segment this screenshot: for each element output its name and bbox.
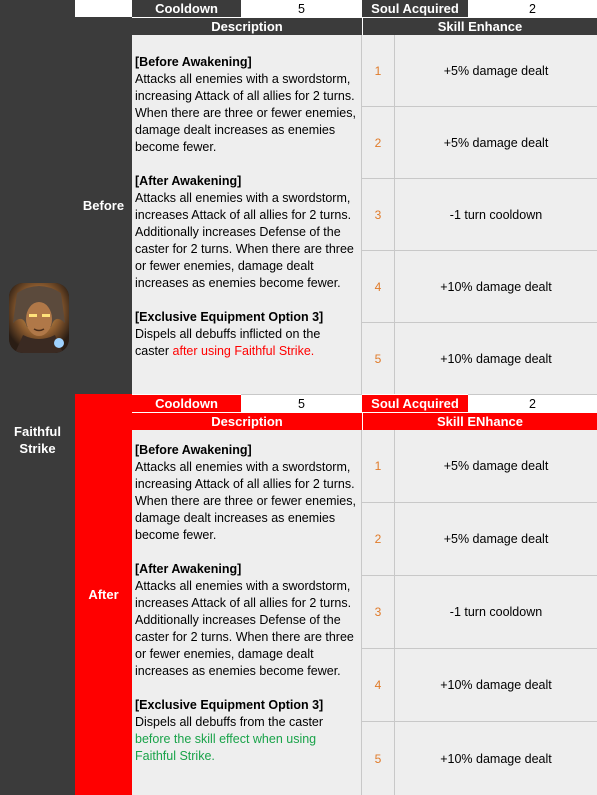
before-enhance-level: 5	[362, 323, 395, 394]
after-before-awakening-text: Attacks all enemies with a swordstorm, increasing Attack of all allies for 2 turns. When there are three or fewer enemies, damage dealt increases as enemies become fewer.	[135, 460, 356, 542]
before-after-awakening-title: [After Awakening]	[135, 174, 242, 188]
before-enhance-level: 3	[362, 179, 395, 251]
before-soul-value: 2	[468, 0, 597, 17]
after-after-awakening-title: [After Awakening]	[135, 562, 242, 576]
after-enhance-level: 1	[362, 430, 395, 503]
character-portrait-icon	[9, 283, 69, 353]
before-exclusive-title: [Exclusive Equipment Option 3]	[135, 310, 324, 324]
before-enhance-level: 4	[362, 251, 395, 323]
before-before-awakening-title: [Before Awakening]	[135, 55, 252, 69]
after-soul-label: Soul Acquired	[362, 394, 468, 412]
before-enhance-effect: +5% damage dealt	[395, 107, 597, 179]
before-description-header: Description	[132, 17, 362, 35]
portrait-art	[9, 283, 69, 353]
after-enhance-effect: -1 turn cooldown	[395, 576, 597, 649]
after-enhance-level: 4	[362, 649, 395, 722]
before-enhance-effect: +10% damage dealt	[395, 323, 597, 394]
before-cooldown-value: 5	[241, 0, 362, 17]
skill-name-column	[0, 0, 75, 795]
after-cooldown-value: 5	[241, 394, 362, 412]
after-enhance-effect: +10% damage dealt	[395, 722, 597, 795]
before-enhance-header: Skill Enhance	[362, 17, 597, 35]
before-label: Before	[75, 17, 132, 394]
after-soul-value: 2	[468, 394, 597, 412]
before-enhance-effect: +10% damage dealt	[395, 251, 597, 323]
after-label: After	[75, 394, 132, 795]
skill-name: Faithful Strike	[14, 424, 61, 456]
after-exclusive-body	[135, 714, 357, 765]
before-description	[132, 35, 362, 394]
after-exclusive-text: Dispels all debuffs from the caster	[135, 715, 324, 729]
before-exclusive-body	[135, 326, 357, 360]
before-enhance-effect: +5% damage dealt	[395, 35, 597, 107]
after-enhance-header: Skill ENhance	[362, 412, 597, 430]
before-enhance-level: 2	[362, 107, 395, 179]
after-enhance-effect: +5% damage dealt	[395, 430, 597, 503]
after-enhance-level: 3	[362, 576, 395, 649]
after-description	[132, 430, 362, 795]
before-cooldown-label: Cooldown	[132, 0, 241, 17]
after-exclusive-highlight: before the skill effect when using Faithful Strike.	[135, 732, 317, 763]
after-after-awakening-text: Attacks all enemies with a swordstorm, increases Attack of all allies for 2 turns. Additionally increases Defense of the caster for 2 turns. When there are three or fewer enemies, damage dealt increases as enemies become fewer.	[135, 579, 354, 678]
after-before-awakening-title: [Before Awakening]	[135, 443, 252, 457]
before-after-awakening-text: Attacks all enemies with a swordstorm, increases Attack of all allies for 2 turns. Additionally increases Defense of the caster for 2 turns. When there are three or fewer enemies, damage dealt increases as enemies become fewer.	[135, 191, 354, 290]
after-enhance-effect: +10% damage dealt	[395, 649, 597, 722]
after-enhance-effect: +5% damage dealt	[395, 503, 597, 576]
before-before-awakening-text: Attacks all enemies with a swordstorm, increasing Attack of all allies for 2 turns. When there are three or fewer enemies, damage dealt increases as enemies become fewer.	[135, 72, 356, 154]
after-exclusive-title: [Exclusive Equipment Option 3]	[135, 698, 324, 712]
before-enhance-level: 1	[362, 35, 395, 107]
after-enhance-level: 2	[362, 503, 395, 576]
after-enhance-level: 5	[362, 722, 395, 795]
before-exclusive-text: Dispels all debuffs inflicted on the caster	[135, 327, 321, 358]
after-cooldown-label: Cooldown	[132, 394, 241, 412]
after-description-header: Description	[132, 412, 362, 430]
before-exclusive-highlight: after using Faithful Strike.	[172, 344, 315, 358]
before-soul-label: Soul Acquired	[362, 0, 468, 17]
before-enhance-effect: -1 turn cooldown	[395, 179, 597, 251]
